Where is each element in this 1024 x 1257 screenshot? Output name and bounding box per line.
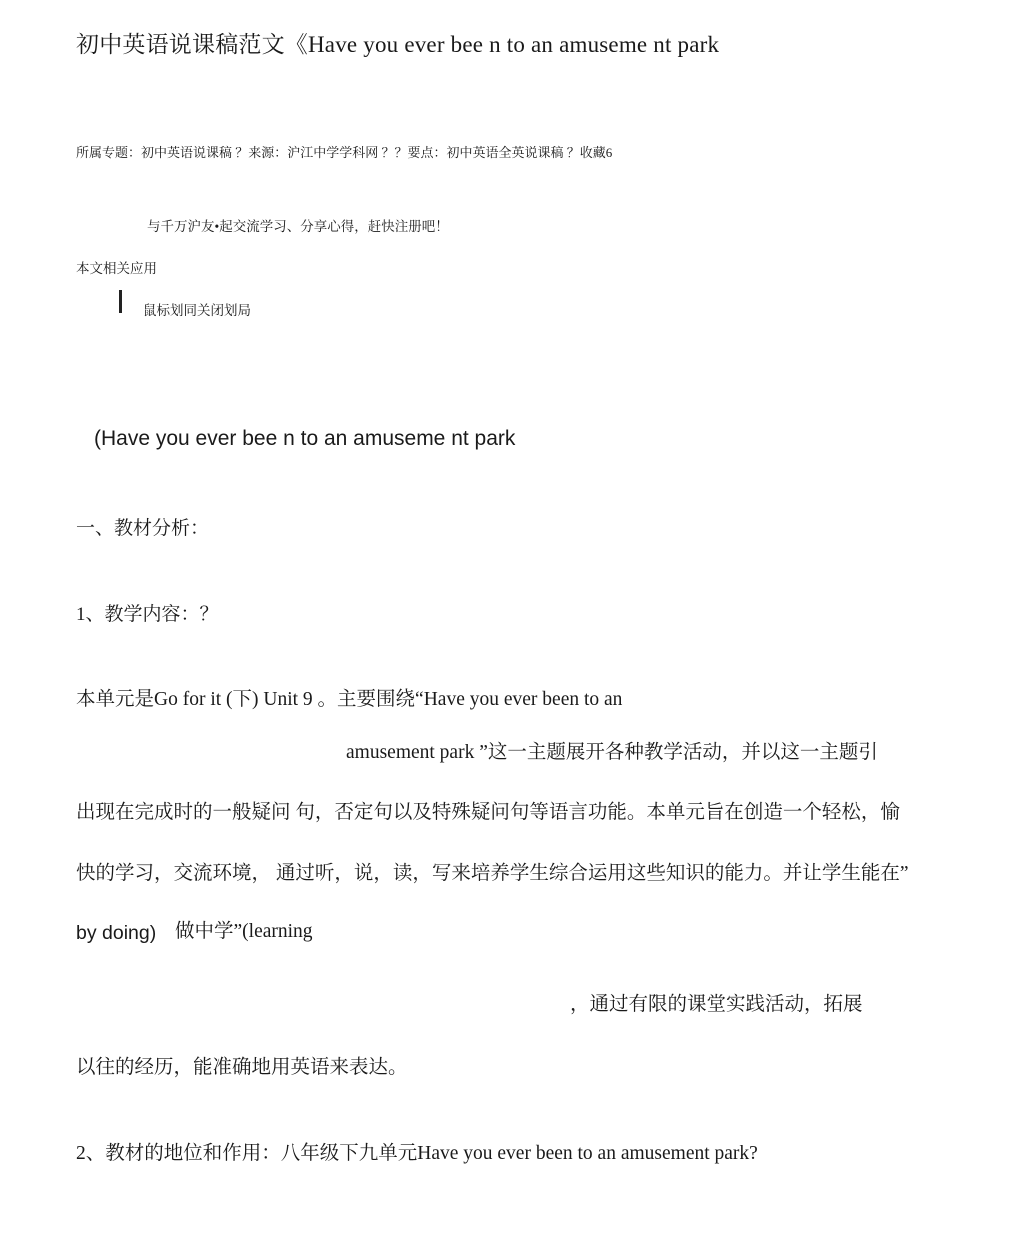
paragraph-line: 本单元是Go for it (下) Unit 9 。主要围绕“Have you ever been to an <box>76 689 623 710</box>
paragraph-line: 快的学习，交流环境， 通过听，说，读，写来培养学生综合运用这些知识的能力。并让学生能在” <box>76 863 909 884</box>
vertical-bar-icon <box>119 290 122 313</box>
item1-heading: 1、教学内容：？ <box>76 604 219 625</box>
lesson-subtitle: (Have you ever bee n to an amuseme nt park <box>94 427 516 450</box>
register-invite[interactable]: 与千万沪友•起交流学习、分享心得，赶快注册吧！ <box>147 219 449 234</box>
item2-heading: 2、教材的地位和作用：八年级下九单元Have you ever been to an amusement park? <box>76 1143 758 1164</box>
paragraph-line: 做中学”(learning <box>175 921 313 942</box>
hover-tip-text: 鼠标划同关闭划局 <box>143 303 251 318</box>
section-heading: 一、教材分析： <box>76 518 210 539</box>
paragraph-line: 以往的经历，能准确地用英语来表达。 <box>76 1057 408 1078</box>
paragraph-line: by doing) <box>76 922 157 944</box>
paragraph-line: amusement park ”这一主题展开各种教学活动，并以这一主题引 <box>346 742 878 763</box>
paragraph-line: 出现在完成时的一般疑问 句，否定句以及特殊疑问句等语言功能。本单元旨在创造一个轻松，愉 <box>76 802 900 823</box>
meta-line: 所属专题：初中英语说课稿 ？来源：沪江中学学科网 ？？要点：初中英语全英说课稿 ？收藏6 <box>76 145 613 160</box>
related-apps-label: 本文相关应用 <box>76 261 157 276</box>
paragraph-line: ，通过有限的课堂实践活动，拓展 <box>570 994 863 1015</box>
document-title: 初中英语说课稿范文《Have you ever bee n to an amuseme nt park <box>76 32 720 57</box>
